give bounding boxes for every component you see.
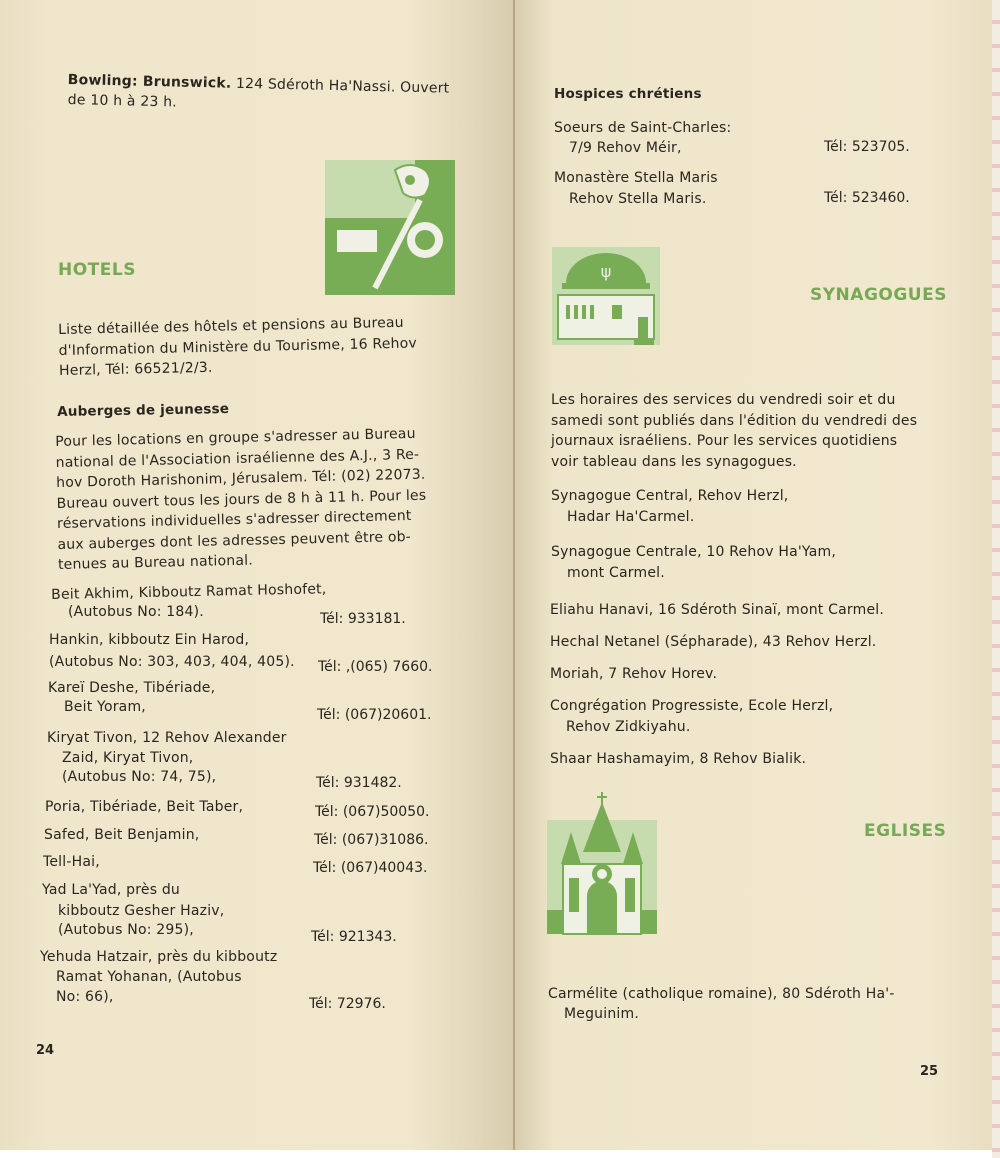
eglise-name: Carmélite (catholique romaine), 80 Sdéroth Ha'- [548,986,895,1002]
hostel-entry-detail: kibboutz Gesher Haziv, [58,903,225,919]
hospices-heading: Hospices chrétiens [554,86,702,102]
svg-text:ψ: ψ [600,262,612,281]
hostel-entry-detail: (Autobus No: 184). [68,604,204,620]
hotels-line: d'Information du Ministère du Tourisme, 16 Rehov [58,334,418,359]
hostel-entry-tel: Tél: 72976. [309,996,386,1012]
auberges-line: aux auberges dont les adresses peuvent être ob- [57,528,412,553]
auberges-line: réservations individuelles s'adresser directement [56,507,412,532]
hostel-entry-detail: (Autobus No: 303, 403, 404, 405). [49,654,295,670]
eglises-heading: EGLISES [864,821,947,841]
auberges-heading: Auberges de jeunesse [57,400,230,420]
hostel-entry-name: Kareï Deshe, Tibériade, [48,680,216,696]
hospice-address: Rehov Stella Maris. [569,191,707,207]
hospice-address: 7/9 Rehov Méir, [569,140,682,156]
hostel-entry-tel: Tél: (067)40043. [313,860,428,876]
hostel-entry-name: Tell-Hai, [43,854,100,870]
hotel-key-icon [325,160,460,300]
hostel-entry-tel: Tél: 921343. [311,929,397,945]
synagogue-detail: Hadar Ha'Carmel. [567,509,695,525]
hostel-entry-detail: (Autobus No: 295), [58,922,194,938]
hotels-heading: HOTELS [58,260,136,280]
hostel-entry-tel: Tél: (067)31086. [314,832,429,848]
auberges-line: hov Doroth Harishonim, Jérusalem. Tél: (02) 22073. [55,466,426,491]
hostel-entry-name: Safed, Beit Benjamin, [44,827,200,843]
hotels-line: Herzl, Tél: 66521/2/3. [58,359,213,379]
hotels-line: Liste détaillée des hôtels et pensions au Bureau [58,314,404,338]
hostel-entry-detail: Ramat Yohanan, (Autobus [56,969,242,985]
hostel-entry-detail: Beit Yoram, [64,699,146,715]
synagogue-detail: mont Carmel. [567,565,665,581]
right-page [515,0,1000,1150]
bowling-hours: de 10 h à 23 h. [67,91,178,111]
church-icon [547,792,659,940]
synagogues-line: voir tableau dans les synagogues. [551,453,797,470]
auberges-line: tenues au Bureau national. [57,552,254,573]
hostel-entry-detail: (Autobus No: 74, 75), [62,769,217,785]
synagogue-name: Congrégation Progressiste, Ecole Herzl, [550,698,834,714]
synagogue-name: Moriah, 7 Rehov Horev. [550,666,718,682]
hospice-name: Monastère Stella Maris [554,170,718,186]
synagogues-line: samedi sont publiés dans l'édition du vendredi des [551,412,918,429]
hostel-entry-detail: No: 66), [56,989,114,1005]
synagogue-name: Eliahu Hanavi, 16 Sdéroth Sinaï, mont Carmel. [550,602,885,618]
hostel-entry-name: Yad La'Yad, près du [42,882,181,898]
synagogue-name: Shaar Hashamayim, 8 Rehov Bialik. [550,751,807,767]
synagogue-name: Synagogue Central, Rehov Herzl, [551,488,789,504]
auberges-line: Bureau ouvert tous les jours de 8 h à 11 h. Pour les [56,487,427,512]
synagogue-icon [552,247,662,347]
auberges-line: national de l'Association israélienne des A.J., 3 Re- [55,446,420,471]
auberges-line: Pour les locations en groupe s'adresser au Bureau [55,425,416,450]
eglise-detail: Meguinim. [564,1006,639,1022]
hostel-entry-tel: Tél: 933181. [320,611,406,627]
synagogues-line: journaux israéliens. Pour les services quotidiens [551,433,898,449]
hospice-tel: Tél: 523705. [824,139,910,155]
auberges-paragraph [55,424,428,576]
hostel-entry-detail: Zaid, Kiryat Tivon, [62,750,194,766]
synagogue-name: Synagogue Centrale, 10 Rehov Ha'Yam, [551,544,836,560]
bowling-address: 124 Sdéroth Ha'Nassi. Ouvert [235,75,450,97]
synagogues-line: Les horaires des services du vendredi soir et du [551,392,896,408]
page-number: 25 [920,1064,939,1079]
hostel-entry-tel: Tél: ,(065) 7660. [318,659,433,675]
hospice-name: Soeurs de Saint-Charles: [554,120,732,136]
hostel-entry-name: Yehuda Hatzair, près du kibboutz [40,949,278,965]
synagogues-paragraph [551,390,917,472]
synagogue-detail: Rehov Zidkiyahu. [566,719,691,735]
synagogues-heading: SYNAGOGUES [810,285,947,305]
hostel-entry-tel: Tél: (067)20601. [317,707,432,723]
bowling-label: Bowling: Brunswick. [67,71,232,92]
hospice-tel: Tél: 523460. [824,190,910,206]
hostel-entry-name: Poria, Tibériade, Beit Taber, [45,799,244,815]
synagogue-name: Hechal Netanel (Sépharade), 43 Rehov Herzl. [550,634,877,650]
hostel-entry-tel: Tél: 931482. [316,775,402,791]
hostel-entry-name: Hankin, kibboutz Ein Harod, [49,632,250,648]
hostel-entry-name: Kiryat Tivon, 12 Rehov Alexander [47,730,287,746]
page-edge [992,0,1000,1158]
hostel-entry-tel: Tél: (067)50050. [315,804,430,820]
page-number: 24 [36,1043,55,1058]
hotels-paragraph [58,312,418,381]
hostel-entry-name: Beit Akhim, Kibboutz Ramat Hoshofet, [51,581,327,603]
